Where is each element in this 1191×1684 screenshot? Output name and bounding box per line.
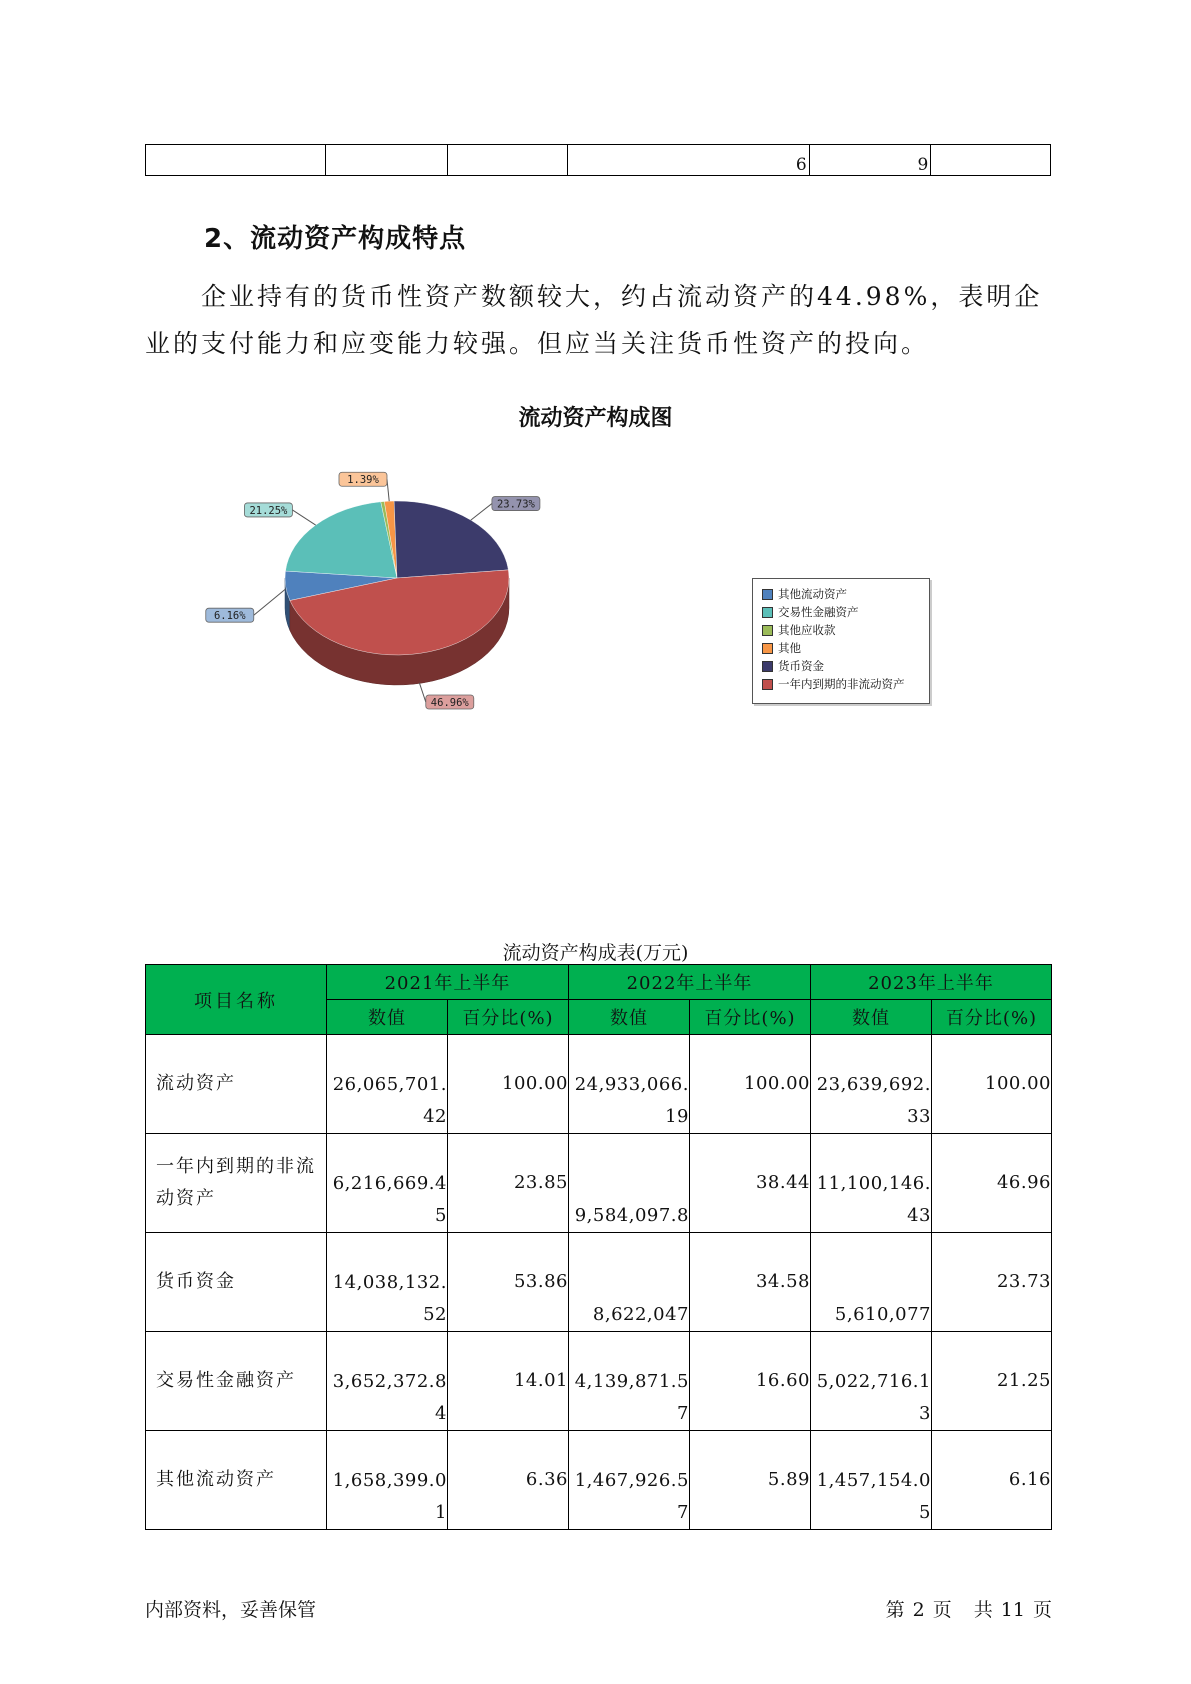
legend-label: 货币资金 (778, 659, 824, 673)
pie-slice (394, 501, 508, 578)
percent-cell: 16.60 (690, 1332, 811, 1431)
value-cell: 11,100,146.43 (811, 1134, 932, 1233)
value-cell: 3,652,372.84 (327, 1332, 448, 1431)
pie-data-label: 23.73% (496, 498, 535, 511)
legend-label: 其他 (778, 641, 801, 655)
percent-cell: 23.73 (932, 1233, 1052, 1332)
legend-swatch (762, 643, 773, 654)
table-cell: 6 (568, 145, 809, 176)
chart-title: 流动资产构成图 (518, 406, 673, 431)
pie-slice (285, 502, 397, 578)
header-value: 数值 (569, 1000, 690, 1035)
percent-cell: 100.00 (932, 1035, 1052, 1134)
header-value: 数值 (327, 1000, 448, 1035)
legend-item (753, 657, 929, 675)
table-row (146, 1332, 1052, 1431)
row-name: 货币资金 (146, 1233, 327, 1332)
header-percent: 百分比(%) (690, 1000, 811, 1035)
page-total-prefix: 共 (973, 1599, 993, 1621)
legend-swatch (762, 625, 773, 636)
percent-cell: 100.00 (448, 1035, 569, 1134)
value-cell: 9,584,097.8 (569, 1134, 690, 1233)
current-assets-table (145, 964, 1052, 1530)
header-value: 数值 (811, 1000, 932, 1035)
table-cell (325, 145, 447, 176)
pie-leader-line (292, 510, 315, 525)
table-header-row (146, 965, 1052, 1000)
percent-cell: 6.36 (448, 1431, 569, 1530)
page-prefix: 第 (885, 1599, 905, 1621)
table-cell (931, 145, 1051, 176)
row-name: 其他流动资产 (146, 1431, 327, 1530)
table-row (146, 1035, 1052, 1134)
legend-item (753, 585, 929, 603)
header-year: 2022年上半年 (569, 965, 811, 1000)
percent-cell: 14.01 (448, 1332, 569, 1431)
percent-cell: 53.86 (448, 1233, 569, 1332)
value-cell: 23,639,692.33 (811, 1035, 932, 1134)
legend-swatch (762, 607, 773, 618)
percent-cell: 46.96 (932, 1134, 1052, 1233)
page-total: 11 (1000, 1599, 1025, 1621)
legend-item (753, 603, 929, 621)
table-caption: 流动资产构成表(万元) (502, 942, 689, 964)
page-number (878, 1595, 1052, 1622)
value-cell: 6,216,669.45 (327, 1134, 448, 1233)
page-mid: 页 (932, 1599, 952, 1621)
pie-data-label: 21.25% (249, 504, 288, 517)
legend-label: 其他应收款 (778, 623, 836, 637)
page-suffix: 页 (1032, 1599, 1052, 1621)
pie-data-label: 6.16% (213, 610, 246, 623)
section-heading: 2、流动资产构成特点 (204, 224, 467, 254)
percent-cell: 38.44 (690, 1134, 811, 1233)
table-cell: 9 (809, 145, 931, 176)
value-cell: 5,610,077 (811, 1233, 932, 1332)
value-cell: 1,467,926.57 (569, 1431, 690, 1530)
value-cell: 14,038,132.52 (327, 1233, 448, 1332)
legend-label: 一年内到期的非流动资产 (778, 677, 905, 691)
footer-confidential: 内部资料，妥善保管 (145, 1599, 317, 1621)
value-cell: 1,457,154.05 (811, 1431, 932, 1530)
pie-leader-line (419, 683, 425, 702)
value-cell: 8,622,047 (569, 1233, 690, 1332)
table-row (146, 145, 1051, 176)
pie-chart (213, 455, 610, 715)
row-name: 一年内到期的非流动资产 (146, 1134, 327, 1233)
value-cell: 5,022,716.13 (811, 1332, 932, 1431)
header-year: 2023年上半年 (811, 965, 1052, 1000)
header-year: 2021年上半年 (327, 965, 569, 1000)
table-row (146, 1134, 1052, 1233)
page-current: 2 (912, 1599, 925, 1621)
header-percent: 百分比(%) (932, 1000, 1052, 1035)
legend-item (753, 621, 929, 639)
percent-cell: 6.16 (932, 1431, 1052, 1530)
legend-label: 交易性金融资产 (778, 605, 859, 619)
percent-cell: 34.58 (690, 1233, 811, 1332)
pie-leader-line (471, 504, 492, 521)
pie-data-label: 1.39% (347, 474, 379, 487)
row-name: 交易性金融资产 (146, 1332, 327, 1431)
percent-cell: 21.25 (932, 1332, 1052, 1431)
legend-item (753, 675, 929, 693)
table-cell (447, 145, 568, 176)
value-cell: 24,933,066.19 (569, 1035, 690, 1134)
legend-swatch (762, 661, 773, 672)
table-row (146, 1431, 1052, 1530)
header-percent: 百分比(%) (448, 1000, 569, 1035)
pie-leader-line (254, 589, 286, 615)
legend-label: 其他流动资产 (778, 587, 847, 601)
value-cell: 26,065,701.42 (327, 1035, 448, 1134)
previous-table-fragment (145, 144, 1051, 176)
table-row (146, 1233, 1052, 1332)
header-item-name: 项目名称 (146, 965, 327, 1035)
percent-cell: 23.85 (448, 1134, 569, 1233)
row-name: 流动资产 (146, 1035, 327, 1134)
percent-cell: 5.89 (690, 1431, 811, 1530)
percent-cell: 100.00 (690, 1035, 811, 1134)
legend-swatch (762, 589, 773, 600)
table-cell (146, 145, 326, 176)
legend-swatch (762, 679, 773, 690)
value-cell: 1,658,399.01 (327, 1431, 448, 1530)
legend-item (753, 639, 929, 657)
pie-data-label: 46.96% (430, 697, 469, 710)
section-paragraph: 企业持有的货币性资产数额较大，约占流动资产的44.98%，表明企业的支付能力和应变能力较强。但应当关注货币性资产的投向。 (145, 282, 1043, 358)
chart-legend (752, 578, 930, 704)
value-cell: 4,139,871.57 (569, 1332, 690, 1431)
